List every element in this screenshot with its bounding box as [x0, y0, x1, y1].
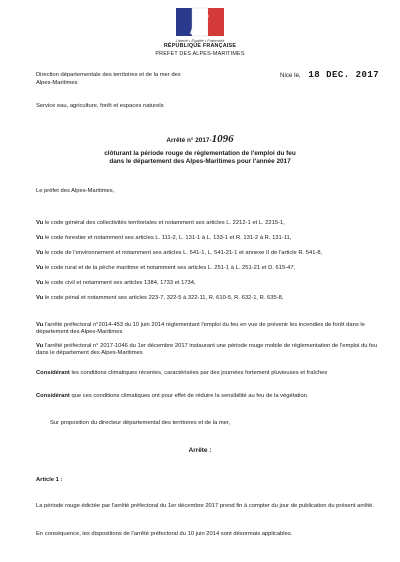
considerant-effect: Considérant que ces conditions climatiques ont pour effet de réduire la sensibilité au feu de la végétation. [36, 393, 309, 399]
vu-item: Vu le code général des collectivités territoriales et notamment ses articles L. 2212-1 et L. 2215-1, [36, 220, 285, 226]
vu-item: Vu le code civil et notamment ses articles 1384, 1733 et 1734, [36, 280, 196, 286]
vu-item: Vu le code pénal et notamment ses articles 223-7, 322-5 à 322-11, R. 610-5, R. 632-1, R. 635-8, [36, 295, 284, 301]
vu-arrete-2017: Vu l'arrêté préfectoral n° 2017-1046 du 1er décembre 2017 instaurant une période rouge mobile de réglementation de l'emploi du feu dans le département des Alpes-Maritimes [36, 343, 378, 357]
vu-item: Vu le code rural et de la pêche maritime et notamment ses articles L. 251-1 à L. 251-21 et D. 615-47, [36, 265, 296, 271]
service-name: Service eau, agriculture, forêt et espaces naturels [36, 103, 164, 109]
marianne-logo-icon [172, 6, 228, 38]
article1-heading: Article 1 : [36, 477, 63, 483]
direction-name: Direction départementale des territoires et de la mer des Alpes-Maritimes [36, 72, 181, 86]
vu-arrete-2014: Vu l'arrêté préfectoral n°2014-453 du 10 juin 2014 réglementant l'emploi du feu en vue de prévenir les incendies de forêt dans le département des Alpes-Maritimes [36, 322, 365, 336]
arrete-heading: Arrête : [188, 447, 212, 454]
vu-item: Vu le code de l'environnement et notamment ses articles L. 541-1, L. 541-21-1 et annexe II de l'article R. 541-8, [36, 250, 323, 256]
date-line [280, 70, 379, 80]
arrete-subject-line2: dans le département des Alpes-Maritimes pour l'année 2017 [109, 158, 291, 165]
intro-line: Le préfet des Alpes-Maritimes, [36, 188, 115, 194]
arrete-number: 1096 [211, 133, 234, 145]
stamped-date: 18 DEC. 2017 [308, 70, 380, 80]
republic-name: RÉPUBLIQUE FRANÇAISE [163, 43, 237, 49]
place-label: Nice le, [280, 72, 301, 79]
arrete-prefix: Arrêté n° 2017- [166, 137, 212, 144]
arrete-title [0, 133, 400, 145]
article1-paragraph1: La période rouge édictée par l'arrêté préfectoral du 1er décembre 2017 prend fin à compter du jour de publication du présent arrêté. [36, 503, 374, 509]
article1-paragraph2: En conséquence, les dispositions de l'arrêté préfectoral du 10 juin 2014 sont désormais applicables. [36, 531, 293, 537]
vu-item: Vu le code forestier et notamment ses articles L. 111-2, L. 131-1 à L. 133-1 et R. 131-2 à R. 131-11, [36, 235, 292, 241]
arrete-subject-line1: clôturant la période rouge de réglementation de l'emploi du feu [104, 150, 296, 157]
prefecture-name: PREFET DES ALPES-MARITIMES [155, 51, 245, 57]
republic-motto: Liberté • Égalité • Fraternité [175, 38, 225, 43]
considerant-climate: Considérant les conditions climatiques récentes, caractérisées par des journées fortement pluvieuses et fraîches [36, 370, 328, 376]
proposal-line: Sur proposition du directeur départemental des territoires et de la mer, [50, 420, 231, 426]
